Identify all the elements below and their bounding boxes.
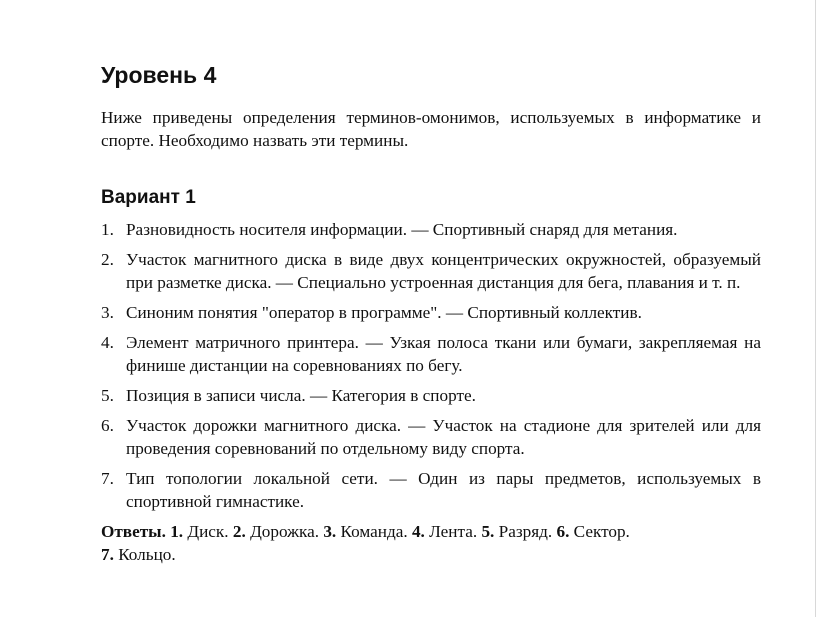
- level-title: Уровень 4: [101, 62, 217, 88]
- answer-number: 3.: [323, 522, 337, 541]
- answer-word: Диск.: [187, 522, 229, 541]
- answer-number: 1.: [170, 522, 184, 541]
- list-item: [101, 301, 761, 324]
- answer-number: 4.: [411, 522, 425, 541]
- answer-number: 7.: [101, 545, 114, 564]
- answer-word: Кольцо.: [118, 545, 176, 564]
- item-text: Синоним понятия "оператор в программе". — Спортивный коллектив.: [126, 303, 642, 322]
- item-text: Участок дорожки магнитного диска. — Участок на стадионе для зрителей или для проведения соревнований по отдельному виду спорта.: [126, 416, 761, 458]
- variant-title: Вариант 1: [101, 187, 196, 208]
- intro-paragraph: Ниже приведены определения терминов-омонимов, используемых в информатике и спорте. Необходимо назвать эти термины.: [101, 108, 761, 150]
- answer-number: 5.: [481, 522, 495, 541]
- item-number: 7.: [101, 469, 114, 488]
- answer-word: Дорожка.: [250, 522, 320, 541]
- list-item: [101, 331, 761, 377]
- answers-label: Ответы.: [101, 522, 166, 541]
- list-item: [101, 248, 761, 294]
- item-number: 5.: [101, 386, 114, 405]
- answers-paragraph: [101, 520, 761, 566]
- definitions-list: [101, 218, 761, 513]
- list-item: [101, 218, 761, 241]
- item-text: Тип топологии локальной сети. — Один из пары предметов, используемых в спортивной гимнастике.: [126, 469, 761, 511]
- item-number: 1.: [101, 220, 114, 239]
- item-number: 4.: [101, 333, 114, 352]
- list-item: [101, 384, 761, 407]
- answer-word: Разряд.: [498, 522, 553, 541]
- item-text: Элемент матричного принтера. — Узкая полоса ткани или бумаги, закрепляемая на финише дистанции на соревнованиях по бегу.: [126, 333, 761, 375]
- answer-word: Сектор.: [573, 522, 630, 541]
- item-number: 2.: [101, 250, 114, 269]
- item-text: Позиция в записи числа. — Категория в спорте.: [126, 386, 476, 405]
- page-content: [101, 60, 761, 566]
- item-number: 3.: [101, 303, 114, 322]
- item-number: 6.: [101, 416, 114, 435]
- item-text: Разновидность носителя информации. — Спортивный снаряд для метания.: [126, 220, 678, 239]
- list-item: [101, 467, 761, 513]
- answer-word: Лента.: [429, 522, 478, 541]
- answer-number: 2.: [232, 522, 246, 541]
- item-text: Участок магнитного диска в виде двух концентрических окружностей, образуемый при разметке диска. — Специально устроенная дистанция для бега, плавания и т. п.: [126, 250, 761, 292]
- answer-word: Команда.: [340, 522, 408, 541]
- list-item: [101, 414, 761, 460]
- answer-number: 6.: [556, 522, 570, 541]
